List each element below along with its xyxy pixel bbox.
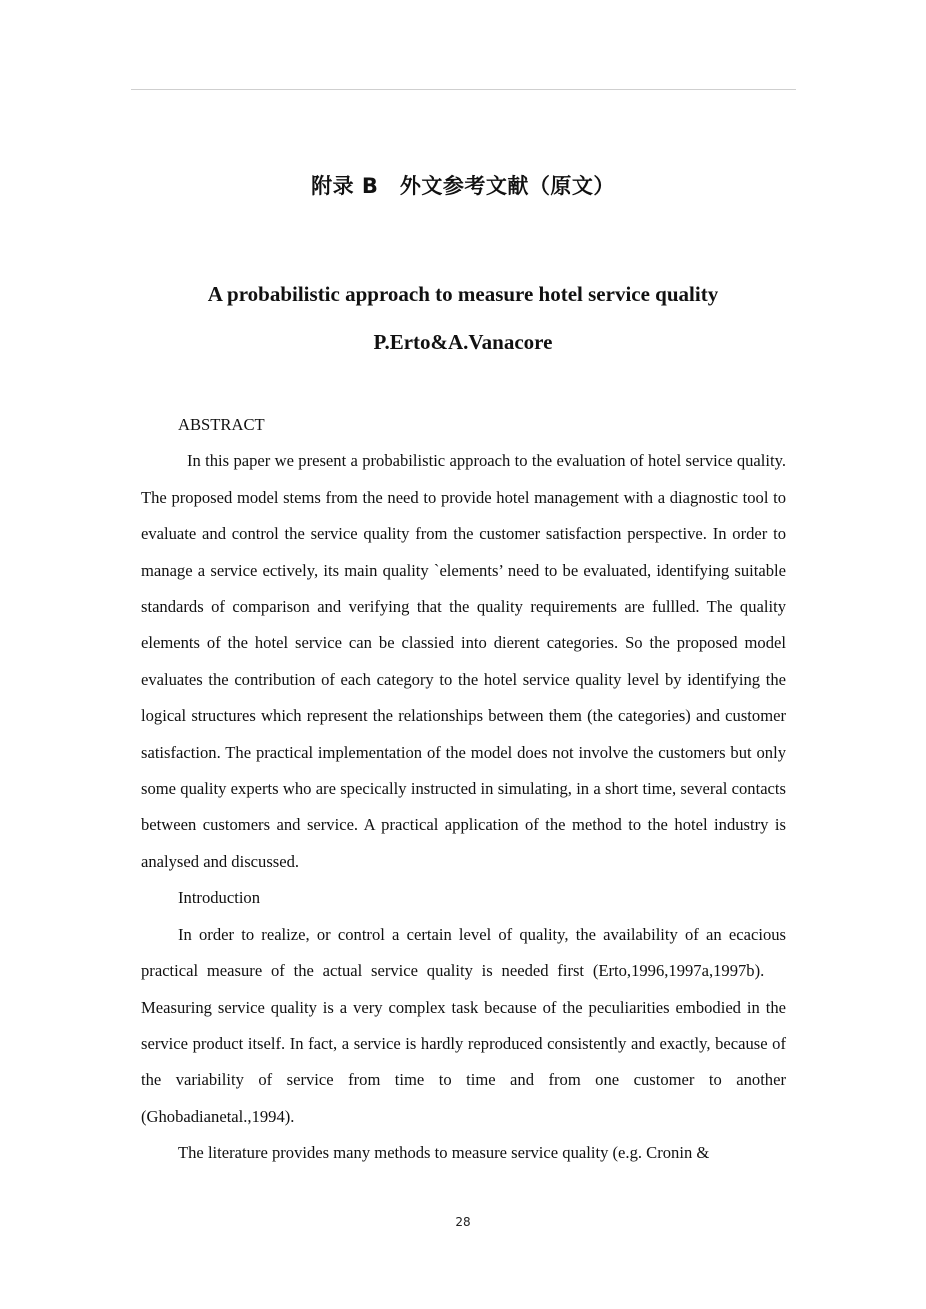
introduction-heading: Introduction xyxy=(178,888,261,908)
header-rule xyxy=(131,89,796,90)
introduction-paragraph-1: In order to realize, or control a certain level of quality, the availability of an ecacious practical measure of the actual service quality is needed first (Erto,1996,1997a,1997b). Measuring service quality is a very complex task because of the peculiarities embodied in the service product itself. In fact, a service is hardly reproduced consistently and exactly, because of the variability of service from time to time and from one customer to another (Ghobadianetal.,1994). xyxy=(141,924,786,1126)
body-text xyxy=(141,407,786,1172)
abstract-heading: ABSTRACT xyxy=(178,415,265,434)
paper-authors: P.Erto&A.Vanacore xyxy=(373,330,553,354)
introduction-paragraph-2: The literature provides many methods to measure service quality (e.g. Cronin & xyxy=(178,1143,710,1163)
page-number: 28 xyxy=(455,1215,471,1229)
appendix-title: 附录 B 外文参考文献（原文） xyxy=(311,174,615,198)
abstract-paragraph: In this paper we present a probabilistic approach to the evaluation of hotel service quality. The proposed model stems from the need to provide hotel management with a diagnostic tool to evaluate and control the service quality from the customer satisfaction perspective. In order to manage a service ectively, its main quality `elements’ need to be evaluated, identifying suitable standards of comparison and verifying that the quality requirements are fullled. The quality elements of the hotel service can be classied into dierent categories. So the proposed model evaluates the contribution of each category to the hotel service quality level by identifying the logical structures which represent the relationships between them (the categories) and customer satisfaction. The practical implementation of the model does not involve the customers but only some quality experts who are specically instructed in simulating, in a short time, several contacts between customers and service. A practical application of the method to the hotel industry is analysed and discussed. xyxy=(141,451,786,871)
paper-title: A probabilistic approach to measure hotel service quality xyxy=(207,282,719,306)
